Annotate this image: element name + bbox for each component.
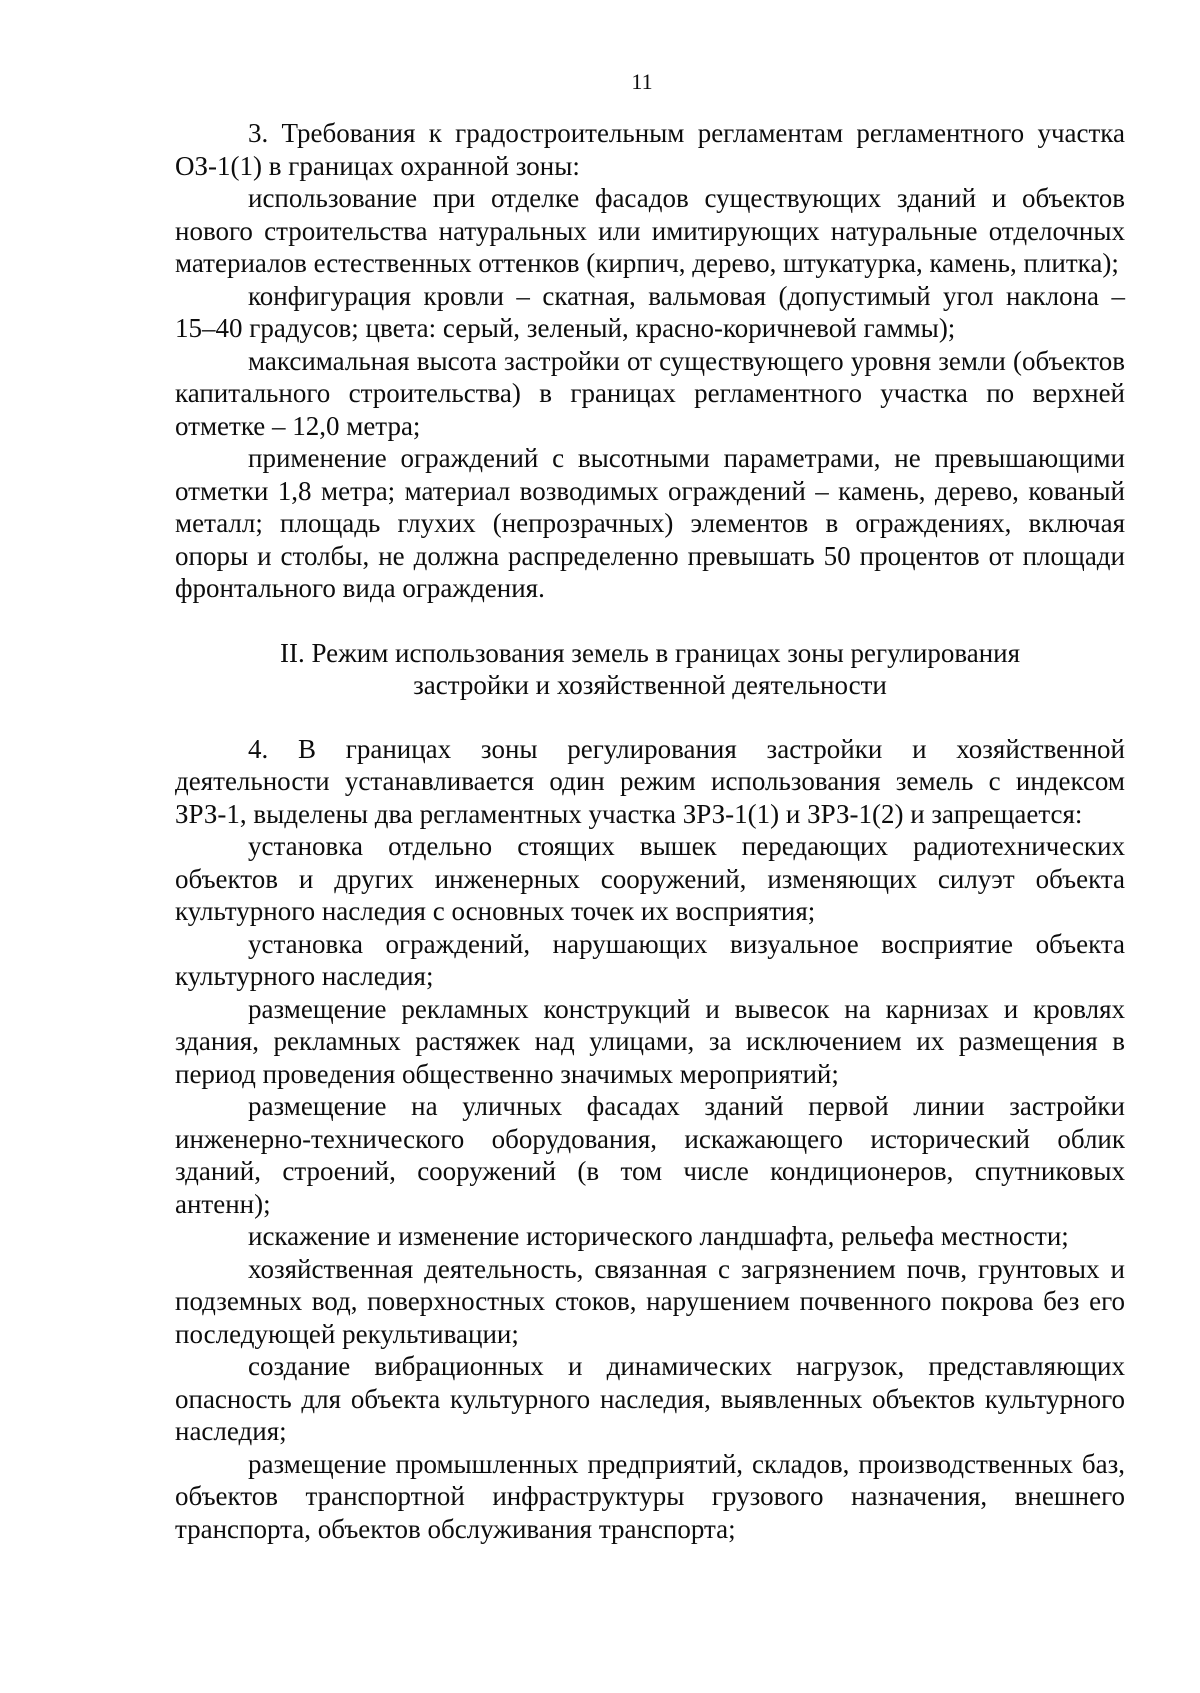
section-4-item-equipment: размещение на уличных фасадах зданий первой линии застройки инженерно-технического оборудования, искажающего исторический облик зданий, строений, сооружений (в том числе кондиционеров, спутниковых антенн); <box>175 1091 1125 1219</box>
section-4-item-towers: установка отдельно стоящих вышек передающих радиотехнических объектов и других инженерных сооружений, изменяющих силуэт объекта культурного наследия с основных точек их восприятия; <box>175 831 1125 926</box>
section-4-item-fences: установка ограждений, нарушающих визуальное восприятие объекта культурного наследия; <box>175 928 1125 991</box>
section-4-item-vibration: создание вибрационных и динамических нагрузок, представляющих опасность для объекта культурного наследия, выявленных объектов культурного наследия; <box>175 1351 1125 1446</box>
section-3-item-height: максимальная высота застройки от существующего уровня земли (объектов капитального строительства) в границах регламентного участка по верхней отметке – 12,0 метра; <box>175 345 1125 441</box>
section-3-item-fences: применение ограждений с высотными параметрами, не превышающими отметки 1,8 метра; материал возводимых ограждений – камень, дерево, кованый металл; площадь глухих (непрозрачных) элементов в ограждениях, включая опоры и столбы, не должна распределенно превышать 50 процентов от площади фронтального вида ограждения. <box>175 443 1125 603</box>
section-4-item-advertising: размещение рекламных конструкций и вывесок на карнизах и кровлях здания, рекламных растяжек над улицами, за исключением их размещения в период проведения общественно значимых мероприятий; <box>175 993 1125 1089</box>
section-II-heading-line-1: II. Режим использования земель в границах зоны регулирования <box>279 637 1021 668</box>
section-4-item-industrial: размещение промышленных предприятий, складов, производственных баз, объектов транспортной инфраструктуры грузового назначения, внешнего транспорта, объектов обслуживания транспорта; <box>175 1448 1125 1544</box>
section-3-item-facades: использование при отделке фасадов существующих зданий и объектов нового строительства натуральных или имитирующих натуральные отделочных материалов естественных оттенков (кирпич, дерево, штукатурка, камень, плитка); <box>175 183 1125 278</box>
section-II-heading <box>175 637 1125 702</box>
section-3-item-roof: конфигурация кровли – скатная, вальмовая (допустимый угол наклона – 15–40 градусов; цвета: серый, зеленый, красно-коричневой гаммы); <box>175 280 1125 343</box>
page-number: 11 <box>631 69 653 94</box>
section-4-title: 4. В границах зоны регулирования застройки и хозяйственной деятельности устанавливается один режим использования земель с индексом ЗРЗ-1, выделены два регламентных участка ЗРЗ-1(1) и ЗРЗ-1(2) и запрещается: <box>175 733 1125 829</box>
section-4-item-pollution: хозяйственная деятельность, связанная с загрязнением почв, грунтовых и подземных вод, поверхностных стоков, нарушением почвенного покрова без его последующей рекультивации; <box>175 1253 1125 1349</box>
section-3-title: 3. Требования к градостроительным регламентам регламентного участка ОЗ-1(1) в границах охранной зоны: <box>175 118 1125 181</box>
section-4-item-landscape: искажение и изменение исторического ландшафта, рельефа местности; <box>248 1221 1069 1251</box>
document-body <box>175 117 1125 1545</box>
section-II-heading-line-2: застройки и хозяйственной деятельности <box>413 670 887 700</box>
